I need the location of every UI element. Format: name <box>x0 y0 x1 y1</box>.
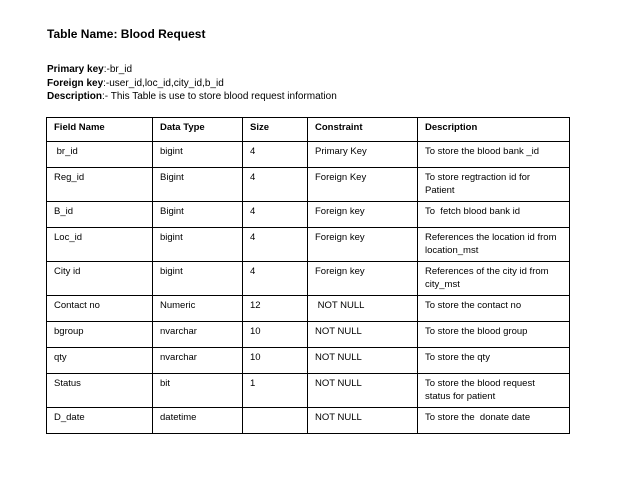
header-description: Description <box>418 118 570 142</box>
cell-constraint: NOT NULL <box>308 322 418 348</box>
cell-data-type: bit <box>153 374 243 408</box>
cell-constraint: Foreign Key <box>308 168 418 202</box>
cell-size: 4 <box>243 262 308 296</box>
table-metadata <box>47 63 337 104</box>
cell-constraint: Foreign key <box>308 228 418 262</box>
table-row <box>47 374 570 408</box>
cell-description: To store the contact no <box>418 296 570 322</box>
cell-size: 10 <box>243 348 308 374</box>
foreign-key-label: Foreign key <box>47 77 104 89</box>
foreign-key-value: :-user_id,loc_id,city_id,b_id <box>103 77 224 89</box>
cell-description: References the location id from location_mst <box>418 228 570 262</box>
cell-field-name: Contact no <box>47 296 153 322</box>
cell-description: To store regtraction id for Patient <box>418 168 570 202</box>
cell-description: References of the city id from city_mst <box>418 262 570 296</box>
cell-size: 1 <box>243 374 308 408</box>
table-row <box>47 262 570 296</box>
cell-field-name: Status <box>47 374 153 408</box>
cell-size: 4 <box>243 142 308 168</box>
cell-description: To store the blood group <box>418 322 570 348</box>
table-row <box>47 142 570 168</box>
cell-data-type: Bigint <box>153 168 243 202</box>
cell-description: To store the blood bank _id <box>418 142 570 168</box>
cell-description: To fetch blood bank id <box>418 202 570 228</box>
primary-key-line <box>47 63 337 77</box>
description-line <box>47 90 337 104</box>
header-data-type: Data Type <box>153 118 243 142</box>
cell-data-type: nvarchar <box>153 322 243 348</box>
cell-constraint: NOT NULL <box>308 296 418 322</box>
cell-field-name: D_date <box>47 408 153 434</box>
cell-field-name: City id <box>47 262 153 296</box>
cell-data-type: nvarchar <box>153 348 243 374</box>
cell-constraint: Foreign key <box>308 202 418 228</box>
cell-field-name: B_id <box>47 202 153 228</box>
table-row <box>47 168 570 202</box>
cell-data-type: bigint <box>153 262 243 296</box>
cell-field-name: Reg_id <box>47 168 153 202</box>
cell-description: To store the donate date <box>418 408 570 434</box>
description-label: Description <box>47 91 103 102</box>
table-row <box>47 322 570 348</box>
document-title: Table Name: Blood Request <box>47 27 206 41</box>
schema-table <box>46 117 570 434</box>
cell-data-type: datetime <box>153 408 243 434</box>
cell-data-type: Numeric <box>153 296 243 322</box>
table-header-row <box>47 118 570 142</box>
cell-constraint: Foreign key <box>308 262 418 296</box>
cell-size: 10 <box>243 322 308 348</box>
primary-key-value: :-br_id <box>103 64 133 75</box>
cell-field-name: br_id <box>47 142 153 168</box>
cell-description: To store the qty <box>418 348 570 374</box>
primary-key-label: Primary key <box>47 64 104 75</box>
table-row <box>47 296 570 322</box>
table-row <box>47 202 570 228</box>
cell-field-name: Loc_id <box>47 228 153 262</box>
table-row <box>47 408 570 434</box>
cell-data-type: bigint <box>153 228 243 262</box>
cell-data-type: bigint <box>153 142 243 168</box>
cell-field-name: bgroup <box>47 322 153 348</box>
table-row <box>47 228 570 262</box>
cell-constraint: NOT NULL <box>308 408 418 434</box>
cell-size <box>243 408 308 434</box>
cell-size: 12 <box>243 296 308 322</box>
description-value: :- This Table is use to store blood request information <box>102 91 337 102</box>
cell-constraint: Primary Key <box>308 142 418 168</box>
cell-size: 4 <box>243 168 308 202</box>
cell-field-name: qty <box>47 348 153 374</box>
table-row <box>47 348 570 374</box>
foreign-key-line <box>47 77 337 91</box>
header-field-name: Field Name <box>47 118 153 142</box>
cell-constraint: NOT NULL <box>308 374 418 408</box>
cell-size: 4 <box>243 202 308 228</box>
header-size: Size <box>243 118 308 142</box>
cell-constraint: NOT NULL <box>308 348 418 374</box>
cell-size: 4 <box>243 228 308 262</box>
cell-description: To store the blood request status for patient <box>418 374 570 408</box>
header-constraint: Constraint <box>308 118 418 142</box>
cell-data-type: Bigint <box>153 202 243 228</box>
